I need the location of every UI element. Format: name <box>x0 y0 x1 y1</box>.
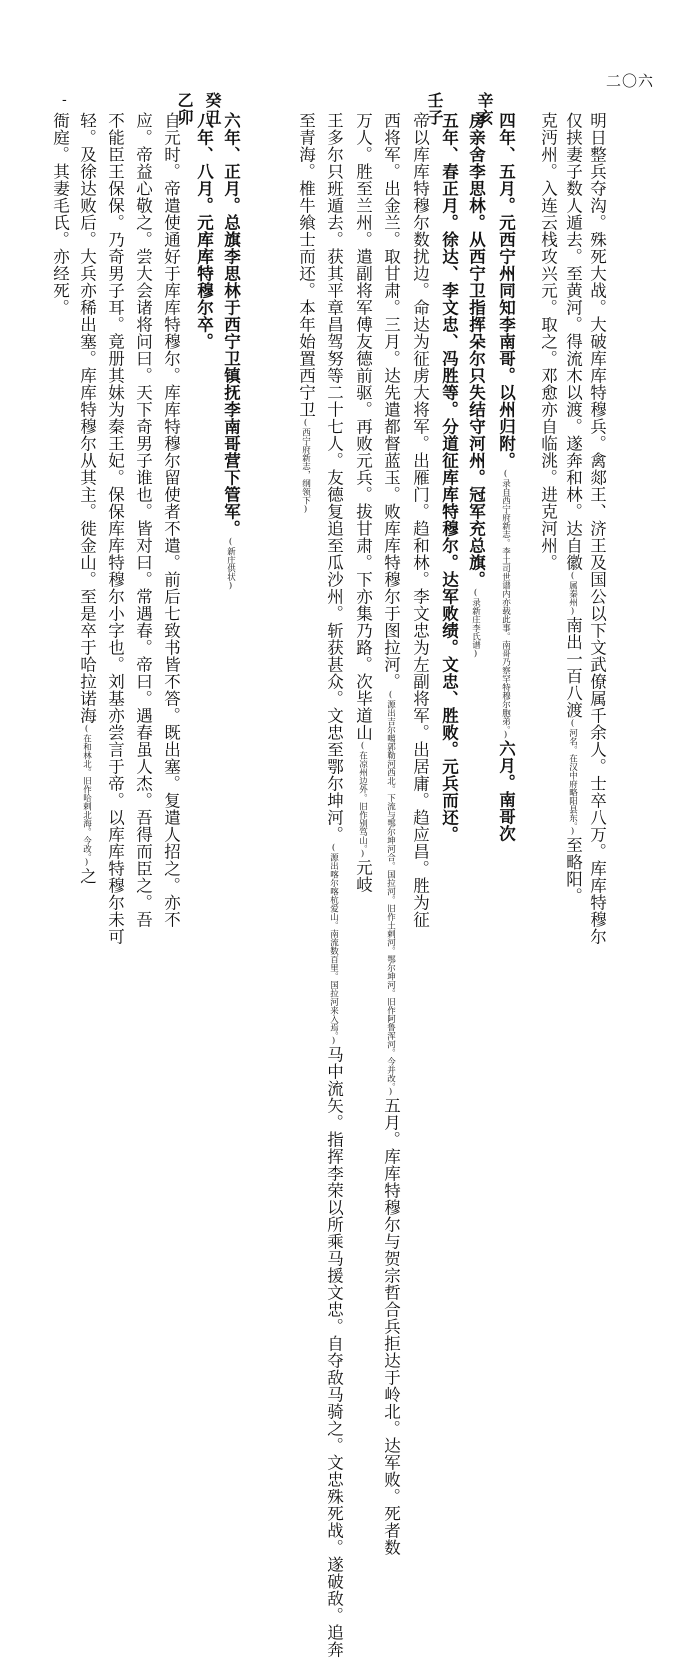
text-column <box>411 112 428 992</box>
margin-mark: - <box>62 92 67 108</box>
column-text: 帝以库库特穆尔数扰边。命达为征虏大将军。出雁门。趋和林。李文忠为左副将军。出居庸。趋应昌。胜为征 <box>410 112 430 928</box>
ganzhi-year-yimao: 乙卯 <box>175 92 194 126</box>
column-text: 之 <box>77 867 97 885</box>
text-column <box>440 112 457 992</box>
column-text: 至青海。椎牛飨士而还。本年始置西宁卫 <box>296 112 316 418</box>
page-number: 二〇六 <box>606 72 655 90</box>
column-text: 自元时。帝遣使通好于库库特穆尔。库库特穆尔留使者不遣。前后七致书皆不答。既出塞。复遣人招之。亦不 <box>161 112 181 928</box>
text-column <box>195 112 212 992</box>
column-text: 至略阳。 <box>563 836 583 905</box>
ganzhi-year-guichou: 癸丑 <box>203 92 222 126</box>
annotation-note: (河名。在汉中府略阳县东。) <box>567 718 578 837</box>
text-column <box>497 112 514 992</box>
ganzhi-year-renzi: 壬子 <box>425 92 444 126</box>
text-column <box>354 112 371 992</box>
ganzhi-year-xinhai: 辛亥 <box>475 92 494 126</box>
annotation-note: (录新庄李氏谱) <box>470 588 481 659</box>
column-text: 六月。南哥次 <box>496 739 516 842</box>
text-column <box>297 112 314 992</box>
column-text: 南出一百八渡 <box>563 616 583 719</box>
text-column <box>222 112 239 992</box>
column-text: 六年、正月。总旗李思林于西宁卫镇抚李南哥营下管军。 <box>221 112 241 537</box>
text-column <box>106 112 123 992</box>
column-text: 八年、八月。元库库特穆尔卒。 <box>194 112 214 350</box>
annotation-note: (在和林北。旧作哈剌北海。今改。) <box>81 724 92 868</box>
column-text: 王多尔只班遁去。获其平章昌驾努等二十七人。友德复追至瓜沙州。斩获甚众。文忠至鄂尔坤河。 <box>324 112 344 843</box>
column-text: 轻。及徐达败后。大兵亦稀出塞。库库特穆尔从其主。徙金山。至是卒于哈拉诺海 <box>77 112 97 724</box>
column-text: 衙庭。其妻毛氏。亦经死。 <box>50 112 70 316</box>
annotation-note: (在凉州边外。旧作别笃山。) <box>357 741 368 859</box>
column-text: 应。帝益心敬之。尝大会诸将问曰。天下奇男子谁也。皆对曰。常遇春。帝曰。遇春虽人杰。吾得而臣之。吾 <box>133 112 153 928</box>
text-column <box>324 112 344 1658</box>
column-text: 马中流矢。指挥李荣以所乘马援文忠。自夺敌马骑之。文忠殊死战。遂破敌。追奔 <box>324 1045 344 1658</box>
column-text: 仅挟妻子数人遁去。至黄河。得流木以渡。遂奔和林。达自徽 <box>563 112 583 571</box>
text-column <box>51 112 68 992</box>
column-text: 西将军。出金兰。取甘肃。三月。达先遣都督蓝玉。败库库特穆尔于图拉河。 <box>381 112 401 690</box>
annotation-note: (录自西宁府新志。李土司世谱内亦载此事。南哥乃察罕特穆尔胞弟。) <box>500 469 511 740</box>
column-text: 五月。库库特穆尔与贺宗哲合兵拒达于岭北。达军败。死者数 <box>381 1096 401 1556</box>
column-text: 万人。胜至兰州。遣副将军傅友德前驱。再败元兵。拔甘肃。下亦集乃路。次毕道山 <box>353 112 373 741</box>
text-column <box>381 112 401 1556</box>
text-column <box>78 112 95 992</box>
column-text: 五年、春正月。徐达、李文忠、冯胜等。分道征库库特穆尔。达军败绩。文忠、胜败。元兵而还。 <box>439 112 459 843</box>
text-column <box>134 112 151 992</box>
text-column <box>588 112 605 992</box>
column-text: 四年、五月。元西宁州同知李南哥。以州归附。 <box>496 112 516 469</box>
annotation-note: (源出喀尔喀杭爱山。南流数百里。国拉河来入焉。) <box>328 843 339 1046</box>
annotation-note: (新庄供状) <box>225 537 236 591</box>
column-text: 元岐 <box>353 858 373 893</box>
annotation-note: (属秦州) <box>567 571 578 617</box>
column-text: 房亲舍李思林。从西宁卫指挥朵尔只失结守河州。冠军充总旗。 <box>466 112 486 588</box>
column-text: 明日整兵夺沟。殊死大战。大破库库特穆兵。禽郯王、济王及国公以下文武僚属千余人。士卒八万。库库特穆尔 <box>587 112 607 945</box>
annotation-note: (西宁府新志，纲领下) <box>300 418 311 515</box>
text-column <box>564 112 581 992</box>
annotation-note: (源出吉尔噶郭勒河西北。下流与鄂尔坤河合。国拉河。旧作土剌河。鄂尔坤河。旧作阿鲁浑河。今并改。) <box>385 690 396 1097</box>
column-text: 不能臣王保保。乃奇男子耳。竟册其妹为秦王妃。保保库库特穆尔小字也。刘基亦尝言于帝。以库库特穆尔未可 <box>105 112 125 945</box>
text-column <box>467 112 484 992</box>
text-column <box>539 112 556 992</box>
text-column <box>162 112 179 992</box>
column-text: 克沔州。入连云栈攻兴元。取之。邓愈亦自临洮。进克河州。 <box>538 112 558 571</box>
